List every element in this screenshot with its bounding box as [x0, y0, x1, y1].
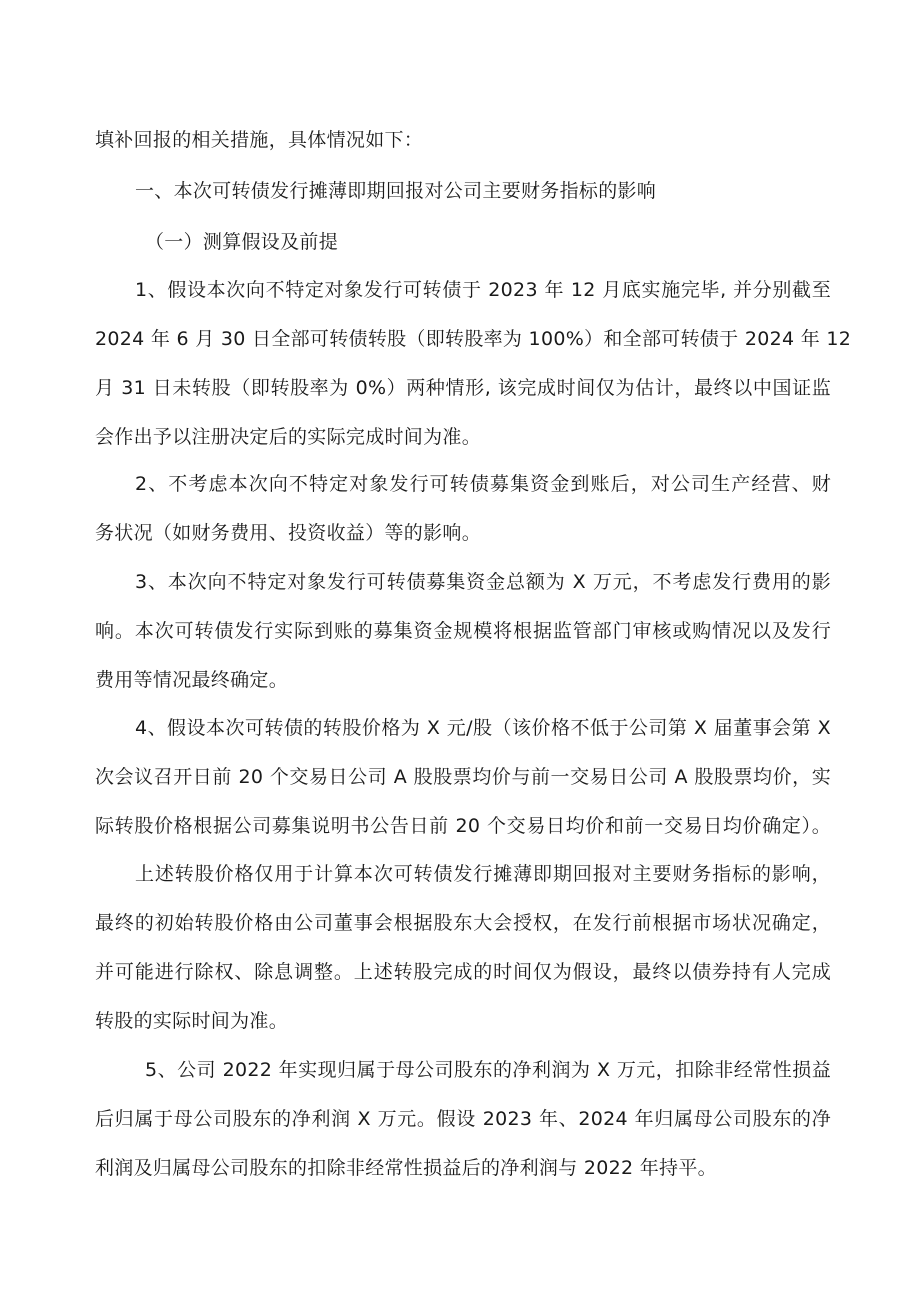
paragraph-5-line-1: 上述转股价格仅用于计算本次可转债发行摊薄即期回报对主要财务指标的影响， — [135, 863, 831, 885]
text-line-intro: 填补回报的相关措施，具体情况如下： — [95, 129, 424, 151]
paragraph-4-line-2: 次会议召开日前 20 个交易日公司 A 股股票均价与前一交易日公司 A 股股票均价，实 — [95, 766, 831, 788]
paragraph-1-line-1: 1、假设本次向不特定对象发行可转债于 2023 年 12 月底实施完毕, 并分别截至 — [135, 279, 831, 301]
paragraph-2-line-1: 2、不考虑本次向不特定对象发行可转债募集资金到账后，对公司生产经营、财 — [135, 473, 831, 495]
paragraph-1-line-3: 月 31 日未转股（即转股率为 0%）两种情形, 该完成时间仅为估计，最终以中国证监 — [95, 377, 831, 399]
paragraph-3-line-3: 费用等情况最终确定。 — [95, 669, 289, 691]
section-heading: 一、本次可转债发行摊薄即期回报对公司主要财务指标的影响 — [135, 180, 657, 202]
paragraph-5-line-3: 并可能进行除权、除息调整。上述转股完成的时间仅为假设，最终以债券持有人完成 — [95, 961, 831, 983]
paragraph-5-line-4: 转股的实际时间为准。 — [95, 1010, 289, 1032]
paragraph-6-line-3: 利润及归属母公司股东的扣除非经常性损益后的净利润与 2022 年持平。 — [95, 1157, 717, 1179]
paragraph-6-line-2: 后归属于母公司股东的净利润 X 万元。假设 2023 年、2024 年归属母公司股东的净 — [95, 1108, 831, 1130]
paragraph-3-line-2: 响。本次可转债发行实际到账的募集资金规模将根据监管部门审核或购情况以及发行 — [95, 620, 831, 642]
paragraph-3-line-1: 3、本次向不特定对象发行可转债募集资金总额为 X 万元，不考虑发行费用的影 — [135, 571, 831, 593]
paragraph-1-line-2: 2024 年 6 月 30 日全部可转债转股（即转股率为 100%）和全部可转债于 2024 年 12 — [95, 328, 852, 350]
subsection-heading: （一）测算假设及前提 — [145, 231, 339, 253]
paragraph-4-line-3: 际转股价格根据公司募集说明书公告日前 20 个交易日均价和前一交易日均价确定）。 — [95, 815, 831, 837]
paragraph-5-line-2: 最终的初始转股价格由公司董事会根据股东大会授权，在发行前根据市场状况确定， — [95, 912, 831, 934]
paragraph-2-line-2: 务状况（如财务费用、投资收益）等的影响。 — [95, 522, 482, 544]
paragraph-4-line-1: 4、假设本次可转债的转股价格为 X 元/股（该价格不低于公司第 X 届董事会第 X — [135, 717, 831, 739]
paragraph-1-line-4: 会作出予以注册决定后的实际完成时间为准。 — [95, 426, 482, 448]
paragraph-6-line-1: 5、公司 2022 年实现归属于母公司股东的净利润为 X 万元，扣除非经常性损益 — [145, 1059, 831, 1081]
